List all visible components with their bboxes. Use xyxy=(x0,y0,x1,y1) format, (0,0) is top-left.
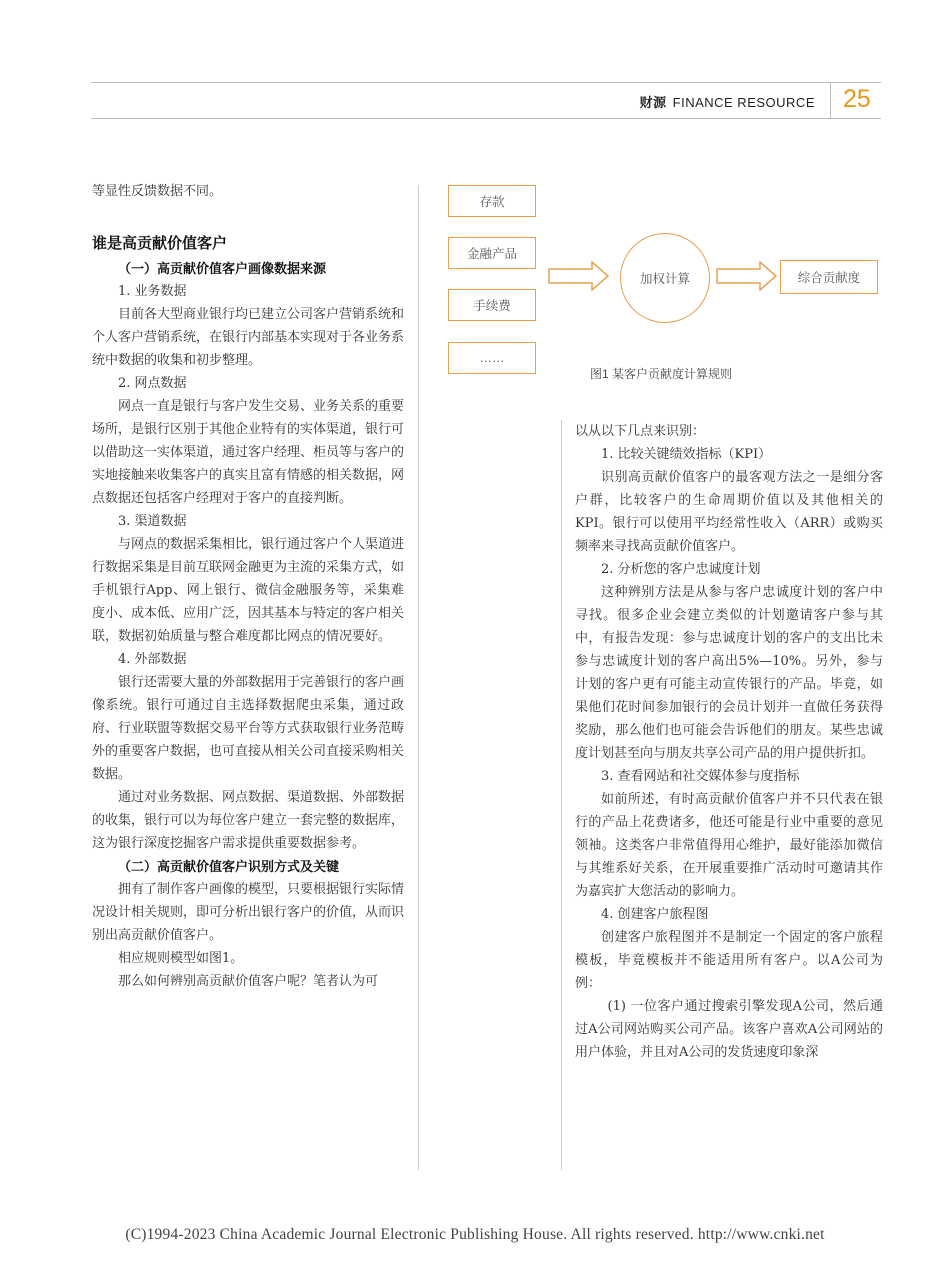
paragraph: 如前所述，有时高贡献价值客户并不只代表在银行的产品上花费诸多，他还可能是行业中重要的意见领袖。这类客户非常值得用心维护，最好能添加微信与其维系好关系，在开展重要推广活动时可邀请其作为嘉宾扩大您活动的影响力。 xyxy=(575,792,883,899)
figure-diagram xyxy=(440,180,890,390)
paragraph: 网点一直是银行与客户发生交易、业务关系的重要场所，是银行区别于其他企业特有的实体渠道，银行可以借助这一实体渠道，通过客户经理、柜员等与客户的实地接触来收集客户的真实且富有情感的相关数据，网点数据还包括客户经理对于客户的直接判断。 xyxy=(92,399,405,506)
left-column xyxy=(92,180,404,993)
heading-channel-data: 3. 渠道数据 xyxy=(118,514,187,529)
output-box: 综合贡献度 xyxy=(780,260,878,294)
paragraph: 那么如何辨别高贡献价值客户呢？笔者认为可 xyxy=(118,974,379,989)
arrow-right-icon xyxy=(548,260,610,292)
input-box-fees: 手续费 xyxy=(448,289,536,321)
subsection-1-title: （一）高贡献价值客户画像数据来源 xyxy=(118,261,327,276)
section-title: 谁是高贡献价值客户 xyxy=(92,235,228,252)
page-number: 25 xyxy=(843,85,871,113)
heading-journey: 4. 创建客户旅程图 xyxy=(601,907,709,922)
header-top-rule xyxy=(91,82,881,83)
input-box-deposit: 存款 xyxy=(448,185,536,217)
input-box-more: …… xyxy=(448,342,536,374)
paragraph: 识别高贡献价值客户的最客观方法之一是细分客户群，比较客户的生命周期价值以及其他相关的KPI。银行可以使用平均经常性收入（ARR）或购买频率来寻找高贡献价值客户。 xyxy=(575,470,883,554)
heading-social: 3. 查看网站和社交媒体参与度指标 xyxy=(601,769,800,784)
copyright-footer: (C)1994-2023 China Academic Journal Electronic Publishing House. All rights reserved. http://www.cnki.net xyxy=(125,1226,825,1243)
heading-business-data: 1. 业务数据 xyxy=(118,284,187,299)
right-intro: 以从以下几点来识别： xyxy=(575,424,706,439)
paragraph: 与网点的数据采集相比，银行通过客户个人渠道进行数据采集是目前互联网金融更为主流的采集方式，如手机银行App、网上银行、微信金融服务等，采集难度小、成本低、应用广泛，因其基本与特定的客户相关联，数据初始质量与整合难度都比网点的情况要好。 xyxy=(92,537,405,644)
right-column xyxy=(575,420,883,1064)
paragraph: 这种辨别方法是从参与客户忠诚度计划的客户中寻找。很多企业会建立类似的计划邀请客户参与其中，有报告发现：参与忠诚度计划的客户的支出比未参与忠诚度计划的客户高出5%—10%。另外，参与计划的客户更有可能主动宣传银行的产品。毕竟，如果他们花时间参加银行的会员计划并一直做任务获得奖励，那么他们也可能会告诉他们的朋友。某些忠诚度计划甚至向与朋友共享公司产品的用户提供折扣。 xyxy=(575,585,883,761)
heading-kpi: 1. 比较关键绩效指标（KPI） xyxy=(601,447,772,462)
heading-external-data: 4. 外部数据 xyxy=(118,652,187,667)
list-item: (1) 一位客户通过搜索引擎发现A公司，然后通过A公司网站购买公司产品。该客户喜欢A公司网站的用户体验，并且对A公司的发货速度印象深 xyxy=(575,999,883,1060)
paragraph: 拥有了制作客户画像的模型，只要根据银行实际情况设计相关规则，即可分析出银行客户的价值，从而识别出高贡献价值客户。 xyxy=(92,882,405,943)
arrow-right-icon xyxy=(716,260,778,292)
process-circle: 加权计算 xyxy=(620,233,710,323)
column-divider xyxy=(561,420,562,1170)
journal-title-en: FINANCE RESOURCE xyxy=(672,95,815,110)
heading-branch-data: 2. 网点数据 xyxy=(118,376,187,391)
left-intro: 等显性反馈数据不同。 xyxy=(92,184,223,199)
paragraph: 银行还需要大量的外部数据用于完善银行的客户画像系统。银行可通过自主选择数据爬虫采集，通过政府、行业联盟等数据交易平台等方式获取银行业务范畴外的重要客户数据，也可直接从相关公司直接采购相关数据。 xyxy=(92,675,405,782)
paragraph: 目前各大型商业银行均已建立公司客户营销系统和个人客户营销系统，在银行内部基本实现对于各业务系统中数据的收集和初步整理。 xyxy=(92,307,405,368)
journal-title xyxy=(640,92,815,111)
figure-caption: 图1 某客户贡献度计算规则 xyxy=(590,367,733,381)
column-divider xyxy=(418,185,419,1170)
paragraph: 相应规则模型如图1。 xyxy=(118,951,244,966)
subsection-2-title: （二）高贡献价值客户识别方式及关键 xyxy=(118,859,340,874)
journal-title-cn: 财源 xyxy=(639,95,667,110)
paragraph: 创建客户旅程图并不是制定一个固定的客户旅程模板，毕竟模板并不能适用所有客户。以A公司为例： xyxy=(575,930,883,991)
heading-loyalty: 2. 分析您的客户忠诚度计划 xyxy=(601,562,761,577)
header-bottom-rule xyxy=(91,118,881,119)
paragraph: 通过对业务数据、网点数据、渠道数据、外部数据的收集，银行可以为每位客户建立一套完整的数据库，这为银行深度挖掘客户需求提供重要数据参考。 xyxy=(92,790,405,851)
input-box-financial-products: 金融产品 xyxy=(448,237,536,269)
header-separator xyxy=(830,83,831,118)
